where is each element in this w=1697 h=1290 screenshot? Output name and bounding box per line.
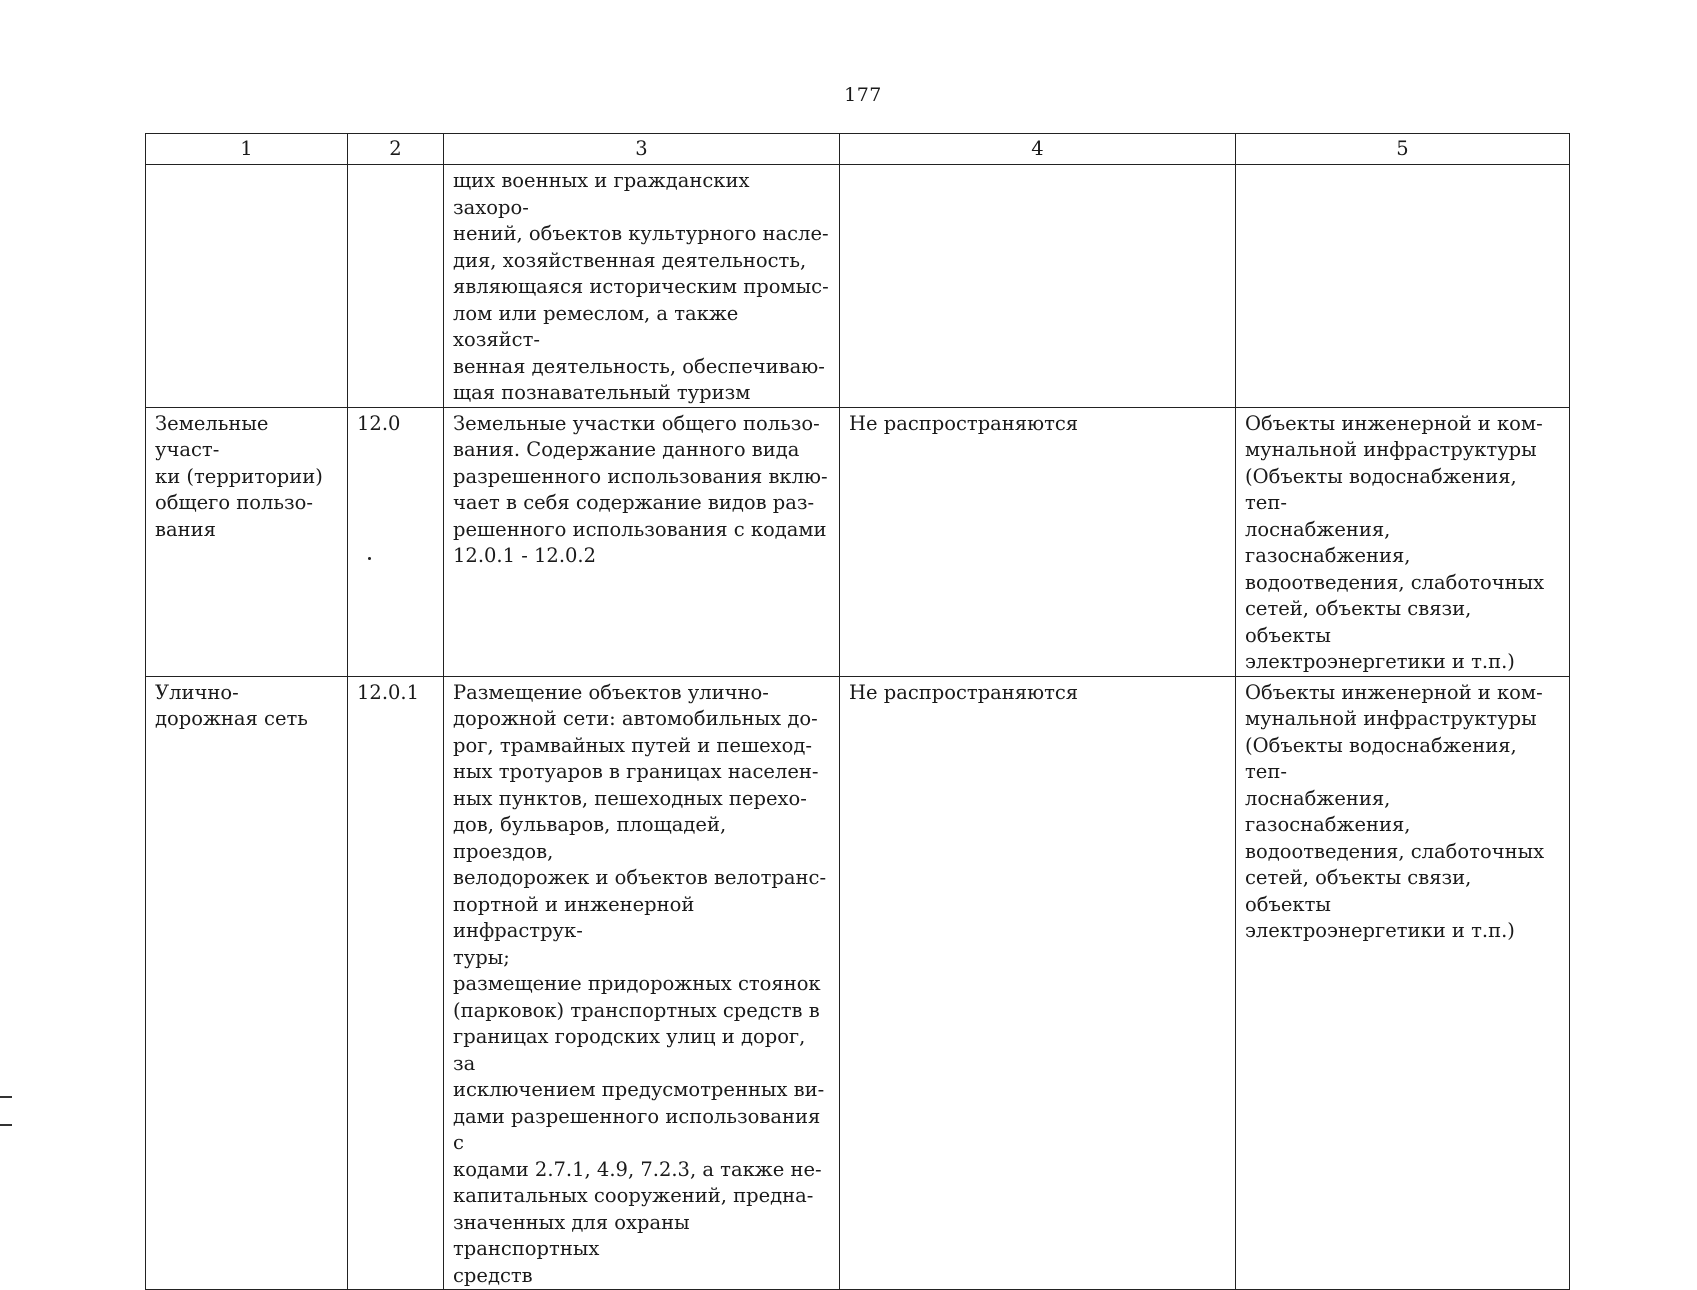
cell-description: Размещение объектов улично- дорожной сети: автомобильных до- рог, трамвайных путей и пешеход- ных тротуаров в границах населен- ных пунктов, пешеходных перехо- дов, бульваров, площадей, проездов, велодорожек и объектов велотранс- портной и инженерной инфраструк- туры; размещение придорожных стоянок (парковок) транспортных средств в границах городских улиц и дорог, за исключением предусмотренных ви- дами разрешенного использования с кодами 2.7.1, 4.9, 7.2.3, а также не- капитальных сооружений, предна- значенных для охраны транспортных средств: [444, 676, 840, 1290]
page-number: 177: [844, 84, 882, 106]
column-header-1: 1: [146, 134, 348, 165]
cell-objects: Объекты инженерной и ком- мунальной инфраструктуры (Объекты водоснабжения, теп- лоснабжения, газоснабжения, водоотведения, слаботочных сетей, объекты связи, объекты электроэнергетики и т.п.): [1236, 407, 1570, 676]
cell-code: 12.0: [348, 407, 444, 676]
table-header-row: [146, 134, 1570, 165]
column-header-2: 2: [348, 134, 444, 165]
cell-restrictions: Не распространяются: [840, 407, 1236, 676]
table-row: [146, 407, 1570, 676]
column-header-3: 3: [444, 134, 840, 165]
cell-restrictions: [840, 165, 1236, 408]
column-header-5: 5: [1236, 134, 1570, 165]
cell-code: [348, 165, 444, 408]
cell-description: щих военных и гражданских захоро- нений, объектов культурного насле- дия, хозяйственная деятельность, являющаяся историческим промыс- лом или ремеслом, а также хозяйст- венная деятельность, обеспечиваю- щая познавательный туризм: [444, 165, 840, 408]
table-row: [146, 676, 1570, 1290]
cell-code: 12.0.1: [348, 676, 444, 1290]
scan-speck: [368, 557, 371, 560]
column-header-4: 4: [840, 134, 1236, 165]
scan-edge-mark: [0, 1096, 12, 1098]
cell-restrictions: Не распространяются: [840, 676, 1236, 1290]
land-use-table: [145, 133, 1570, 1290]
scan-edge-mark: [0, 1124, 12, 1126]
table-row: [146, 165, 1570, 408]
cell-name: Улично- дорожная сеть: [146, 676, 348, 1290]
cell-objects: Объекты инженерной и ком- мунальной инфраструктуры (Объекты водоснабжения, теп- лоснабжения, газоснабжения, водоотведения, слаботочных сетей, объекты связи, объекты электроэнергетики и т.п.): [1236, 676, 1570, 1290]
cell-objects: [1236, 165, 1570, 408]
cell-description: Земельные участки общего пользо- вания. Содержание данного вида разрешенного использования вклю- чает в себя содержание видов раз- решенного использования с кодами 12.0.1 - 12.0.2: [444, 407, 840, 676]
cell-name: Земельные участ- ки (территории) общего пользо- вания: [146, 407, 348, 676]
cell-name: [146, 165, 348, 408]
